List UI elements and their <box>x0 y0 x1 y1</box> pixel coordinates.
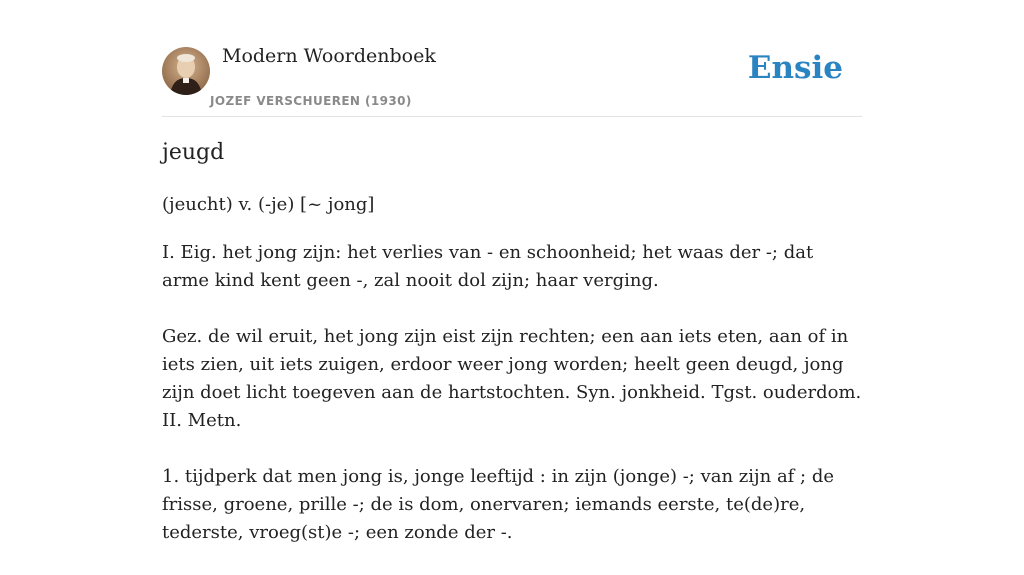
entry-grammar: (jeucht) v. (-je) [~ jong] <box>162 194 375 215</box>
dictionary-title[interactable]: Modern Woordenboek <box>222 45 436 67</box>
definition-paragraph: Gez. de wil eruit, het jong zijn eist zijn rechten; een aan iets eten, aan of in iets zien, uit iets zuigen, erdoor weer jong worden; heelt geen deugd, jong zijn doet licht toegeven aan de hartstochten. Syn. jonkheid. Tgst. ouderdom. II. Metn. <box>162 326 862 431</box>
definition-paragraph: I. Eig. het jong zijn: het verlies van - en schoonheid; het waas der -; dat arme kind kent geen -, zal nooit dol zijn; haar verging. <box>162 242 814 291</box>
author-portrait-icon[interactable] <box>162 47 210 95</box>
page-header <box>162 0 862 117</box>
dictionary-page <box>162 0 862 543</box>
definition-paragraph: 1. tijdperk dat men jong is, jonge leeftijd : in zijn (jonge) -; van zijn af ; de frisse, groene, prille -; de is dom, onervaren; iemands eerste, te(de)re, tederste, vroeg(st)e -; een zonde der -. <box>162 466 835 543</box>
ensie-logo[interactable]: Ensie <box>747 50 843 86</box>
entry-headword: jeugd <box>162 140 225 165</box>
entry-definitions <box>162 239 862 575</box>
author-name[interactable]: JOZEF VERSCHUEREN (1930) <box>210 94 412 108</box>
